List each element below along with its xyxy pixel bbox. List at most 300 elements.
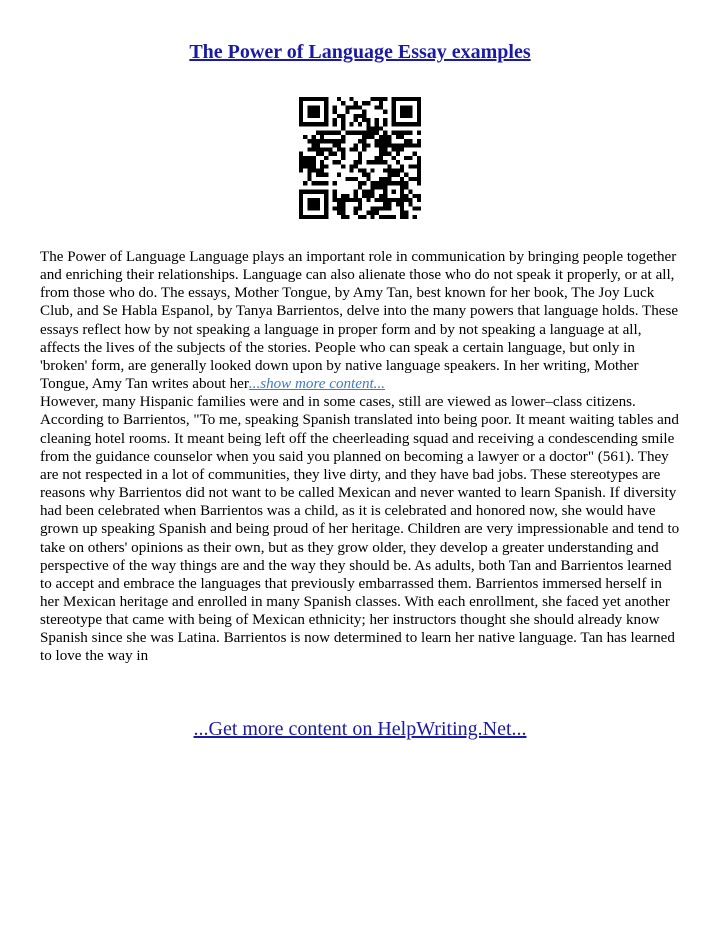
qr-module <box>404 156 408 160</box>
qr-module <box>366 135 370 139</box>
essay-text <box>40 248 683 666</box>
qr-module <box>337 206 341 210</box>
qr-module <box>387 139 391 143</box>
qr-module <box>417 131 421 135</box>
qr-module <box>324 110 328 114</box>
qr-module <box>324 202 328 206</box>
qr-module <box>354 177 358 181</box>
qr-module <box>341 156 345 160</box>
qr-module <box>341 147 345 151</box>
qr-module <box>337 147 341 151</box>
qr-module <box>379 206 383 210</box>
qr-module <box>299 114 303 118</box>
qr-module <box>307 147 311 151</box>
qr-module <box>417 177 421 181</box>
qr-module <box>316 110 320 114</box>
qr-module <box>362 173 366 177</box>
qr-module <box>375 143 379 147</box>
qr-module <box>316 190 320 194</box>
qr-module <box>333 198 337 202</box>
qr-module <box>341 118 345 122</box>
qr-module <box>379 194 383 198</box>
qr-module <box>299 190 303 194</box>
qr-module <box>358 139 362 143</box>
qr-module <box>358 152 362 156</box>
qr-module <box>371 181 375 185</box>
qr-module <box>383 185 387 189</box>
qr-module <box>400 97 404 101</box>
qr-module <box>303 181 307 185</box>
qr-module <box>316 105 320 109</box>
qr-module <box>299 206 303 210</box>
qr-module <box>362 190 366 194</box>
qr-module <box>375 139 379 143</box>
qr-module <box>349 169 353 173</box>
qr-module <box>383 160 387 164</box>
qr-module <box>362 215 366 219</box>
qr-module <box>379 198 383 202</box>
qr-module <box>345 194 349 198</box>
qr-module <box>316 147 320 151</box>
qr-module <box>383 181 387 185</box>
qr-module <box>337 211 341 215</box>
qr-module <box>379 147 383 151</box>
qr-module <box>392 131 396 135</box>
qr-module <box>307 177 311 181</box>
qr-module <box>400 202 404 206</box>
qr-module <box>375 118 379 122</box>
qr-module <box>307 202 311 206</box>
qr-module <box>333 143 337 147</box>
qr-module <box>320 122 324 126</box>
qr-module <box>341 139 345 143</box>
qr-module <box>320 139 324 143</box>
qr-module <box>316 202 320 206</box>
qr-module <box>333 105 337 109</box>
qr-module <box>371 215 375 219</box>
qr-module <box>400 164 404 168</box>
qr-module <box>312 114 316 118</box>
qr-module <box>392 215 396 219</box>
qr-module <box>413 143 417 147</box>
qr-module <box>333 190 337 194</box>
qr-module <box>333 206 337 210</box>
qr-module <box>404 105 408 109</box>
essay-body <box>40 248 683 666</box>
qr-module <box>408 131 412 135</box>
qr-module <box>299 156 303 160</box>
qr-module <box>404 114 408 118</box>
qr-module <box>392 97 396 101</box>
qr-module <box>404 97 408 101</box>
qr-module <box>312 181 316 185</box>
qr-module <box>354 101 358 105</box>
qr-module <box>392 156 396 160</box>
qr-module <box>408 177 412 181</box>
qr-module <box>299 202 303 206</box>
qr-module <box>371 160 375 164</box>
qr-module <box>396 198 400 202</box>
qr-module <box>408 97 412 101</box>
qr-module <box>404 173 408 177</box>
qr-module <box>379 97 383 101</box>
qr-module <box>312 110 316 114</box>
qr-module <box>408 122 412 126</box>
qr-module <box>358 156 362 160</box>
qr-module <box>408 114 412 118</box>
qr-module <box>392 143 396 147</box>
qr-module <box>307 215 311 219</box>
qr-module <box>299 198 303 202</box>
qr-module <box>316 139 320 143</box>
qr-module <box>362 135 366 139</box>
qr-module <box>303 135 307 139</box>
qr-module <box>337 173 341 177</box>
qr-module <box>349 97 353 101</box>
qr-module <box>320 131 324 135</box>
qr-module <box>312 139 316 143</box>
qr-module <box>324 147 328 151</box>
qr-module <box>307 190 311 194</box>
qr-module <box>417 173 421 177</box>
qr-module <box>307 173 311 177</box>
qr-module <box>375 97 379 101</box>
qr-module <box>371 190 375 194</box>
qr-module <box>312 105 316 109</box>
qr-module <box>417 194 421 198</box>
qr-module <box>358 215 362 219</box>
qr-module <box>307 198 311 202</box>
qr-module <box>392 173 396 177</box>
qr-module <box>324 105 328 109</box>
qr-module <box>417 156 421 160</box>
qr-module <box>324 173 328 177</box>
qr-module <box>404 181 408 185</box>
qr-module <box>320 190 324 194</box>
qr-module <box>316 181 320 185</box>
qr-module <box>324 118 328 122</box>
qr-module <box>320 135 324 139</box>
qr-module <box>400 211 404 215</box>
qr-module <box>362 101 366 105</box>
qr-module <box>392 110 396 114</box>
qr-module <box>307 97 311 101</box>
qr-module <box>366 101 370 105</box>
qr-module <box>354 147 358 151</box>
qr-module <box>320 169 324 173</box>
qr-module <box>362 139 366 143</box>
qr-module <box>396 143 400 147</box>
qr-module <box>320 215 324 219</box>
qr-module <box>392 122 396 126</box>
qr-module <box>404 122 408 126</box>
qr-module <box>383 97 387 101</box>
qr-module <box>299 97 303 101</box>
qr-module <box>358 169 362 173</box>
qr-module <box>324 114 328 118</box>
qr-module <box>383 118 387 122</box>
qr-module <box>400 105 404 109</box>
qr-module <box>396 169 400 173</box>
qr-module <box>341 122 345 126</box>
qr-module <box>358 160 362 164</box>
qr-module <box>341 194 345 198</box>
qr-module <box>312 135 316 139</box>
qr-module <box>312 190 316 194</box>
qr-module <box>383 194 387 198</box>
qr-module <box>307 105 311 109</box>
qr-module <box>417 101 421 105</box>
qr-module <box>312 97 316 101</box>
qr-module <box>303 164 307 168</box>
qr-module <box>366 122 370 126</box>
qr-module <box>333 131 337 135</box>
qr-module <box>303 97 307 101</box>
qr-module <box>341 206 345 210</box>
qr-module <box>312 122 316 126</box>
qr-module <box>354 143 358 147</box>
qr-module <box>299 169 303 173</box>
qr-module <box>333 139 337 143</box>
qr-module <box>383 147 387 151</box>
qr-module <box>341 114 345 118</box>
qr-module <box>417 105 421 109</box>
qr-module <box>379 215 383 219</box>
qr-module <box>337 202 341 206</box>
qr-module <box>337 160 341 164</box>
qr-module <box>400 169 404 173</box>
qr-module <box>345 105 349 109</box>
qr-module <box>383 131 387 135</box>
qr-module <box>362 169 366 173</box>
qr-module <box>387 198 391 202</box>
qr-module <box>417 181 421 185</box>
qr-module <box>417 169 421 173</box>
qr-module <box>307 110 311 114</box>
qr-module <box>366 131 370 135</box>
qr-module <box>362 110 366 114</box>
qr-module <box>383 206 387 210</box>
qr-module <box>387 143 391 147</box>
qr-module <box>324 122 328 126</box>
qr-module <box>303 190 307 194</box>
qr-module <box>413 152 417 156</box>
qr-module <box>375 105 379 109</box>
qr-module <box>324 198 328 202</box>
qr-module <box>316 97 320 101</box>
qr-module <box>307 206 311 210</box>
page-title[interactable]: The Power of Language Essay examples <box>189 41 531 63</box>
qr-module <box>387 215 391 219</box>
qr-module <box>341 101 345 105</box>
qr-module <box>316 131 320 135</box>
qr-module <box>299 110 303 114</box>
qr-module <box>417 97 421 101</box>
qr-module <box>358 202 362 206</box>
qr-module <box>396 173 400 177</box>
qr-module <box>333 152 337 156</box>
qr-module <box>303 160 307 164</box>
qr-module <box>408 110 412 114</box>
qr-module <box>413 97 417 101</box>
qr-module <box>341 152 345 156</box>
qr-module <box>349 147 353 151</box>
qr-module <box>400 122 404 126</box>
qr-module <box>349 105 353 109</box>
qr-module <box>392 118 396 122</box>
qr-module <box>362 131 366 135</box>
qr-module <box>383 143 387 147</box>
qr-module <box>349 198 353 202</box>
qr-module <box>383 122 387 126</box>
qr-code-icon <box>299 97 421 219</box>
qr-module <box>362 181 366 185</box>
qr-module <box>413 164 417 168</box>
qr-module <box>396 160 400 164</box>
qr-module <box>324 139 328 143</box>
essay-text-part2: However, many Hispanic families were and in some cases, still are viewed as lower–class citizens. According to Barrientos, "To me, speaking Spanish translated into being poor. It meant waiting tables and cleaning hotel rooms. It meant being left off the cheerleading squad and receiving a condescending smile from the guidance counselor when you said you planned on becoming a lawyer or a doctor" (561). They are not respected in a lot of communities, they live dirty, and they have bad jobs. These stereotypes are reasons why Barrientos did not want to be called Mexican and never wanted to learn Spanish. If diversity had been celebrated when Barrientos was a child, as it is celebrated and honored now, she would have grown up speaking Spanish and being proud of her heritage. Children are very impressionable and tend to take on others' opinions as their own, but as they grow older, they develop a greater understanding and perspective of the way things are and the way they should be. As adults, both Tan and Barrientos learned to accept and embrace the languages that previously embarrassed them. Barrientos immersed herself in her Mexican heritage and enrolled in many Spanish classes. With each enrollment, she faced yet another stereotype that came with being of Mexican ethnicity; her instructors thought she should already know Spanish since she was Latina. Barrientos is now determined to learn her native language. Tan has learned to love the way in <box>40 394 680 665</box>
qr-module <box>417 110 421 114</box>
qr-module <box>371 206 375 210</box>
qr-module <box>413 194 417 198</box>
qr-module <box>299 122 303 126</box>
qr-module <box>354 114 358 118</box>
qr-module <box>358 181 362 185</box>
qr-module <box>333 160 337 164</box>
qr-module <box>312 160 316 164</box>
qr-module <box>400 181 404 185</box>
qr-module <box>387 177 391 181</box>
qr-module <box>400 135 404 139</box>
qr-module <box>324 131 328 135</box>
qr-module <box>375 126 379 130</box>
qr-module <box>354 164 358 168</box>
qr-module <box>383 110 387 114</box>
qr-module <box>379 156 383 160</box>
qr-module <box>341 198 345 202</box>
qr-module <box>328 131 332 135</box>
qr-module <box>404 139 408 143</box>
qr-module <box>299 101 303 105</box>
qr-module <box>320 164 324 168</box>
qr-module <box>341 211 345 215</box>
qr-module <box>404 211 408 215</box>
qr-module <box>312 164 316 168</box>
qr-module <box>417 139 421 143</box>
qr-module <box>316 152 320 156</box>
show-more-link[interactable]: ...show more content... <box>248 376 385 393</box>
qr-module <box>400 131 404 135</box>
qr-module <box>392 147 396 151</box>
qr-module <box>337 131 341 135</box>
qr-module <box>379 177 383 181</box>
qr-module <box>299 215 303 219</box>
qr-module <box>354 211 358 215</box>
qr-module <box>345 110 349 114</box>
qr-module <box>417 118 421 122</box>
qr-module <box>324 97 328 101</box>
qr-module <box>379 152 383 156</box>
qr-module <box>312 198 316 202</box>
qr-module <box>349 131 353 135</box>
qr-module <box>383 139 387 143</box>
qr-module <box>366 126 370 130</box>
qr-module <box>417 143 421 147</box>
qr-module <box>324 156 328 160</box>
qr-module <box>328 147 332 151</box>
qr-module <box>312 202 316 206</box>
qr-module <box>303 215 307 219</box>
qr-module <box>379 185 383 189</box>
qr-module <box>400 194 404 198</box>
qr-module <box>387 173 391 177</box>
qr-module <box>320 181 324 185</box>
qr-module <box>316 215 320 219</box>
qr-module <box>396 147 400 151</box>
qr-module <box>333 194 337 198</box>
qr-module <box>417 114 421 118</box>
qr-module <box>324 194 328 198</box>
qr-module <box>354 105 358 109</box>
qr-module <box>396 152 400 156</box>
qr-module <box>375 185 379 189</box>
qr-module <box>341 126 345 130</box>
qr-module <box>375 131 379 135</box>
qr-module <box>316 169 320 173</box>
qr-module <box>337 143 341 147</box>
qr-module <box>324 164 328 168</box>
qr-module <box>383 202 387 206</box>
qr-module <box>371 169 375 173</box>
qr-module <box>354 206 358 210</box>
qr-module <box>392 190 396 194</box>
qr-module <box>324 190 328 194</box>
qr-module <box>337 198 341 202</box>
qr-module <box>324 215 328 219</box>
qr-module <box>358 185 362 189</box>
qr-module <box>349 122 353 126</box>
qr-module <box>349 164 353 168</box>
qr-module <box>375 181 379 185</box>
qr-module <box>341 202 345 206</box>
qr-module <box>371 185 375 189</box>
qr-module <box>320 152 324 156</box>
qr-module <box>404 194 408 198</box>
qr-module <box>400 147 404 151</box>
qr-module <box>413 177 417 181</box>
qr-module <box>400 110 404 114</box>
qr-module <box>312 206 316 210</box>
qr-module <box>417 160 421 164</box>
qr-module <box>307 160 311 164</box>
qr-module <box>362 147 366 151</box>
qr-module <box>337 114 341 118</box>
qr-module <box>316 198 320 202</box>
qr-module <box>400 114 404 118</box>
qr-module <box>408 190 412 194</box>
qr-module <box>396 97 400 101</box>
qr-module <box>299 211 303 215</box>
qr-module <box>324 101 328 105</box>
qr-module <box>354 194 358 198</box>
qr-module <box>341 164 345 168</box>
get-more-content-link[interactable]: ...Get more content on HelpWriting.Net... <box>193 718 527 740</box>
qr-module <box>417 122 421 126</box>
qr-module <box>396 131 400 135</box>
qr-module <box>316 114 320 118</box>
qr-module <box>375 122 379 126</box>
qr-module <box>375 206 379 210</box>
